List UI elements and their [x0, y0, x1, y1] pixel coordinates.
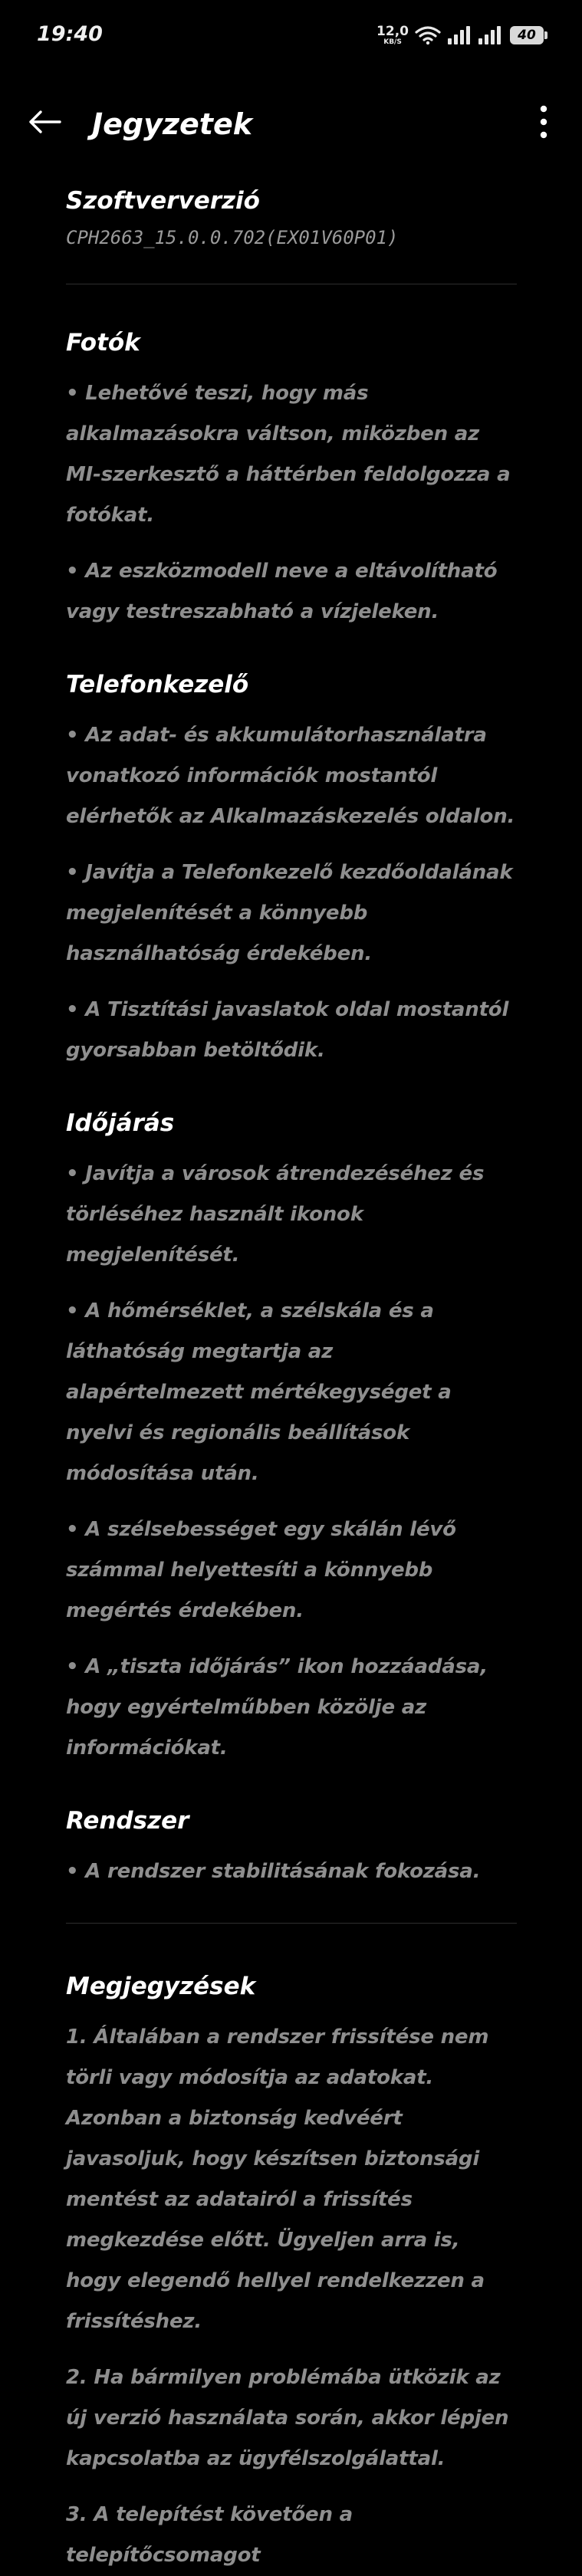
- more-options-button[interactable]: [527, 104, 561, 143]
- network-speed: [376, 25, 409, 46]
- divider: [66, 1923, 517, 1924]
- section-system: [66, 1804, 517, 1892]
- more-vertical-icon: [540, 105, 547, 142]
- status-icons: [376, 21, 548, 49]
- wifi-icon: [415, 25, 441, 45]
- list-item: • A szélsebességet egy skálán lévő számmal helyettesíti a könnyebb megértés érdekében.: [66, 1518, 456, 1622]
- list-item: 3. A telepítést követően a telepítőcsomagot: [66, 2503, 353, 2567]
- section-heading: Megjegyzések: [66, 1973, 256, 2000]
- battery-icon: [510, 25, 548, 45]
- section-phone-manager: [66, 668, 517, 1071]
- software-version-value: CPH2663_15.0.0.702(EX01V60P01): [66, 227, 399, 248]
- list-item: • A „tiszta időjárás” ikon hozzáadása, hogy egyértelműbben közölje az információkat.: [66, 1655, 488, 1760]
- list-item: • Javítja a Telefonkezelő kezdőoldalának megjelenítését a könnyebb használhatóság érdekében.: [66, 861, 513, 965]
- release-notes: [66, 184, 517, 2576]
- back-button[interactable]: [21, 104, 67, 143]
- section-heading: Rendszer: [66, 1807, 189, 1835]
- status-bar: [0, 0, 582, 69]
- list-item: • Az eszközmodell neve a eltávolítható vagy testreszabható a vízjeleken.: [66, 560, 498, 623]
- arrow-left-icon: [28, 110, 61, 137]
- signal-icon: [447, 25, 472, 45]
- network-speed-value: 12,0: [376, 23, 409, 39]
- list-item: 2. Ha bármilyen problémába ütközik az új verzió használata során, akkor lépjen kapcsolatba az ügyfélszolgálattal.: [66, 2366, 509, 2470]
- network-speed-unit: KB/S: [383, 38, 402, 46]
- software-version-block: [66, 184, 517, 251]
- software-version-label: Szoftververzió: [66, 187, 260, 215]
- status-time: 19:40: [37, 22, 103, 46]
- signal-icon-sim2: [478, 25, 502, 45]
- list-item: • Javítja a városok átrendezéséhez és törléséhez használt ikonok megjelenítését.: [66, 1162, 485, 1267]
- section-photos: [66, 326, 517, 632]
- section-notes: [66, 1970, 517, 2576]
- page-title: Jegyzetek: [92, 107, 252, 141]
- section-heading: Fotók: [66, 329, 140, 356]
- battery-level: 40: [510, 26, 544, 44]
- section-weather: [66, 1106, 517, 1769]
- app-bar: [0, 90, 582, 156]
- list-item: • A rendszer stabilitásának fokozása.: [66, 1860, 481, 1883]
- list-item: • Lehetővé teszi, hogy más alkalmazásokra váltson, miközben az MI-szerkesztő a háttérben feldolgozza a fotókat.: [66, 382, 511, 527]
- list-item: • Az adat- és akkumulátorhasználatra vonatkozó információk mostantól elérhetők az Alkalmazáskezelés oldalon.: [66, 724, 515, 828]
- section-heading: Telefonkezelő: [66, 671, 249, 698]
- list-item: • A hőmérséklet, a szélskála és a láthatóság megtartja az alapértelmezett mértékegységet a nyelvi és regionális beállítások módosítása után.: [66, 1300, 452, 1485]
- section-heading: Időjárás: [66, 1109, 175, 1137]
- list-item: 1. Általában a rendszer frissítése nem törli vagy módosítja az adatokat. Azonban a biztonság kedvéért javasoljuk, hogy készítsen biztonsági mentést az adatairól a frissítés megkezdése előtt. Ügyeljen arra is, hogy elegendő hellyel rendelkezzen a frissítéshez.: [66, 2026, 489, 2333]
- list-item: • A Tisztítási javaslatok oldal mostantól gyorsabban betöltődik.: [66, 998, 509, 1062]
